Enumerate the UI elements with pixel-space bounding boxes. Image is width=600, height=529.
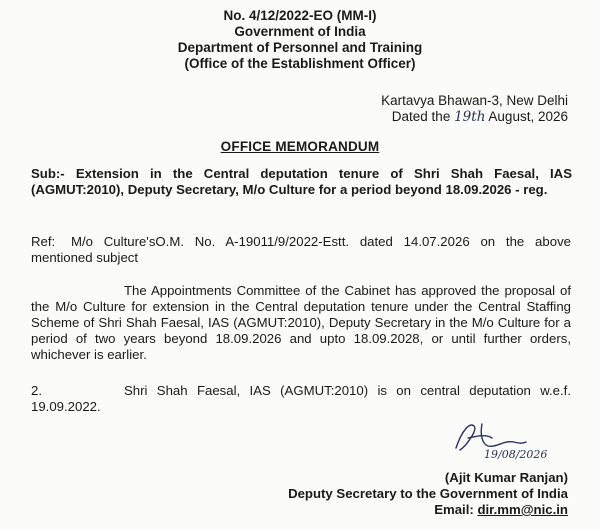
email-link[interactable]: dir.mm@nic.in [477, 502, 568, 517]
letterhead [0, 8, 600, 72]
paragraph-1-text: The Appointments Committee of the Cabinet has approved the proposal of the M/o Culture for extension in the Central deputation tenure under the Central Staffing Scheme of Shri Shah Faesal, IAS (AGMUT:2010), Deputy Secretary in the M/o Culture for a period of two years beyond 18.09.2026 and upto 18.09.2028, or until further orders, whichever is earlier. [31, 283, 571, 362]
paragraph-1 [31, 283, 571, 363]
date-prefix: Dated the [391, 109, 451, 124]
date-day-handwritten: 19th [454, 109, 486, 125]
signatory-email [288, 502, 568, 518]
signatory-name: (Ajit Kumar Ranjan) [444, 470, 568, 485]
office-name: (Office of the Establishment Officer) [184, 56, 416, 71]
date-rest: August, 2026 [488, 109, 568, 124]
paragraph-2 [31, 383, 571, 415]
subject-line: Sub:- Extension in the Central deputation tenure of Shri Shah Faesal, IAS (AGMUT:2010), Deputy Secretary, M/o Culture for a period beyond 18.09.2026 - reg. [31, 166, 572, 197]
signature-date-handwritten: 19/08/2026 [484, 448, 548, 461]
signature-block [288, 470, 568, 518]
reference-text: M/o Culture'sO.M. No. A-19011/9/2022-Estt. dated 14.07.2026 on the above mentioned subject [31, 234, 571, 265]
document-title: OFFICE MEMORANDUM [220, 139, 380, 154]
address-place: Kartavya Bhawan-3, New Delhi [381, 93, 568, 108]
paragraph-2-number: 2. [31, 383, 42, 398]
department-name: Department of Personnel and Training [177, 40, 423, 55]
reference-label: Ref: [31, 234, 56, 249]
signatory-designation: Deputy Secretary to the Government of India [288, 486, 568, 501]
date-line [381, 109, 568, 125]
address-block [381, 93, 568, 125]
paragraph-2-text: Shri Shah Faesal, IAS (AGMUT:2010) is on central deputation w.e.f. 19.09.2022. [31, 383, 571, 414]
government-name: Government of India [234, 24, 366, 39]
file-number: No. 4/12/2022-EO (MM-I) [223, 8, 377, 23]
email-label: Email: [434, 502, 474, 517]
reference-line [31, 234, 571, 266]
